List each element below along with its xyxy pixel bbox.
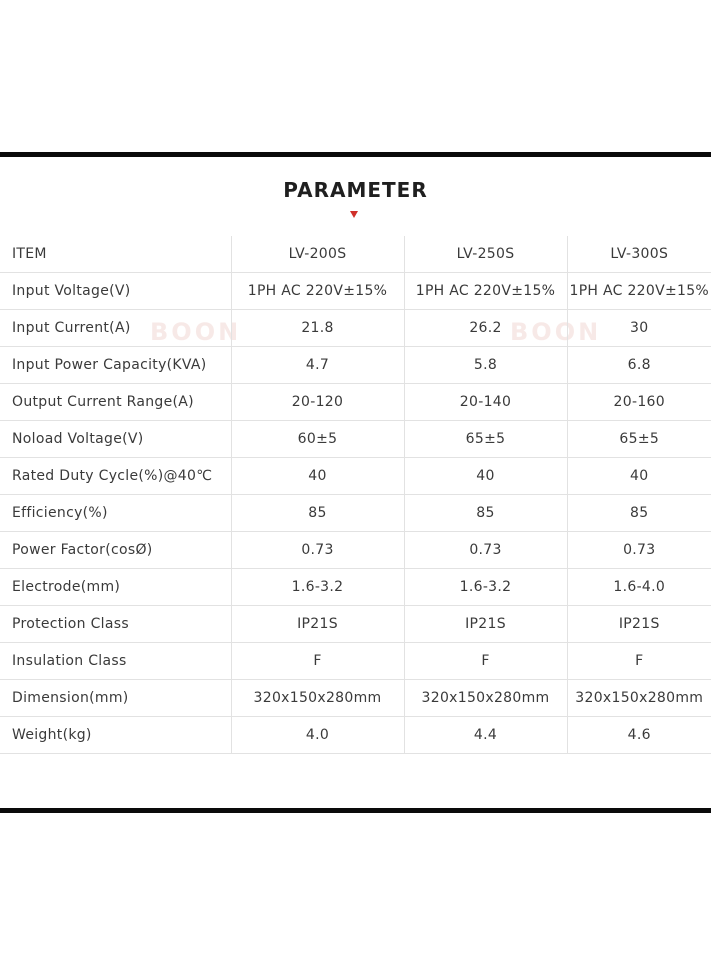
cell-value: 320x150x280mm [404,680,567,717]
cell-value: 65±5 [567,421,711,458]
cell-value: 40 [567,458,711,495]
cell-value: 4.6 [567,717,711,754]
cell-value: 65±5 [404,421,567,458]
table-row [0,717,711,754]
item-header: ITEM [0,236,231,273]
page-title: PARAMETER [283,178,428,202]
row-label: Weight(kg) [0,717,231,754]
row-label: Electrode(mm) [0,569,231,606]
table-row [0,384,711,421]
parameter-table [0,236,711,754]
table-row [0,458,711,495]
cell-value: 6.8 [567,347,711,384]
model-header: LV-250S [404,236,567,273]
table-row [0,495,711,532]
cell-value: 1.6-3.2 [404,569,567,606]
cell-value: 1.6-3.2 [231,569,404,606]
cell-value: 320x150x280mm [231,680,404,717]
cell-value: 20-140 [404,384,567,421]
row-label: Input Voltage(V) [0,273,231,310]
cell-value: 20-120 [231,384,404,421]
table-row [0,310,711,347]
cell-value: 5.8 [404,347,567,384]
cell-value: 85 [404,495,567,532]
row-label: Efficiency(%) [0,495,231,532]
row-label: Output Current Range(A) [0,384,231,421]
table-row [0,532,711,569]
row-label: Protection Class [0,606,231,643]
model-header: LV-200S [231,236,404,273]
cell-value: 26.2 [404,310,567,347]
cell-value: F [231,643,404,680]
cell-value: 1PH AC 220V±15% [231,273,404,310]
table-row [0,643,711,680]
row-label: Noload Voltage(V) [0,421,231,458]
cell-value: 1PH AC 220V±15% [404,273,567,310]
cell-value: 60±5 [231,421,404,458]
cell-value: F [404,643,567,680]
cell-value: IP21S [404,606,567,643]
table-row [0,273,711,310]
table-row [0,569,711,606]
table-row [0,680,711,717]
cell-value: 0.73 [404,532,567,569]
row-label: Rated Duty Cycle(%)@40℃ [0,458,231,495]
cell-value: 40 [231,458,404,495]
row-label: Insulation Class [0,643,231,680]
cell-value: 30 [567,310,711,347]
cell-value: 0.73 [231,532,404,569]
watermark: BOON [510,318,602,346]
cell-value: 40 [404,458,567,495]
cell-value: 21.8 [231,310,404,347]
cell-value: IP21S [231,606,404,643]
cell-value: 4.7 [231,347,404,384]
row-label: Input Power Capacity(KVA) [0,347,231,384]
table-header-row [0,236,711,273]
cell-value: F [567,643,711,680]
cell-value: 1PH AC 220V±15% [567,273,711,310]
cell-value: 320x150x280mm [567,680,711,717]
table-row [0,421,711,458]
table-row [0,606,711,643]
cell-value: 85 [567,495,711,532]
watermark: BOON [150,318,242,346]
cell-value: 20-160 [567,384,711,421]
row-label: Power Factor(cosØ) [0,532,231,569]
top-rule [0,152,711,157]
cell-value: 4.4 [404,717,567,754]
title-marker-icon [350,211,358,218]
cell-value: 1.6-4.0 [567,569,711,606]
row-label: Input Current(A) [0,310,231,347]
model-header: LV-300S [567,236,711,273]
table-row [0,347,711,384]
cell-value: 0.73 [567,532,711,569]
cell-value: IP21S [567,606,711,643]
row-label: Dimension(mm) [0,680,231,717]
cell-value: 4.0 [231,717,404,754]
cell-value: 85 [231,495,404,532]
bottom-rule [0,808,711,813]
